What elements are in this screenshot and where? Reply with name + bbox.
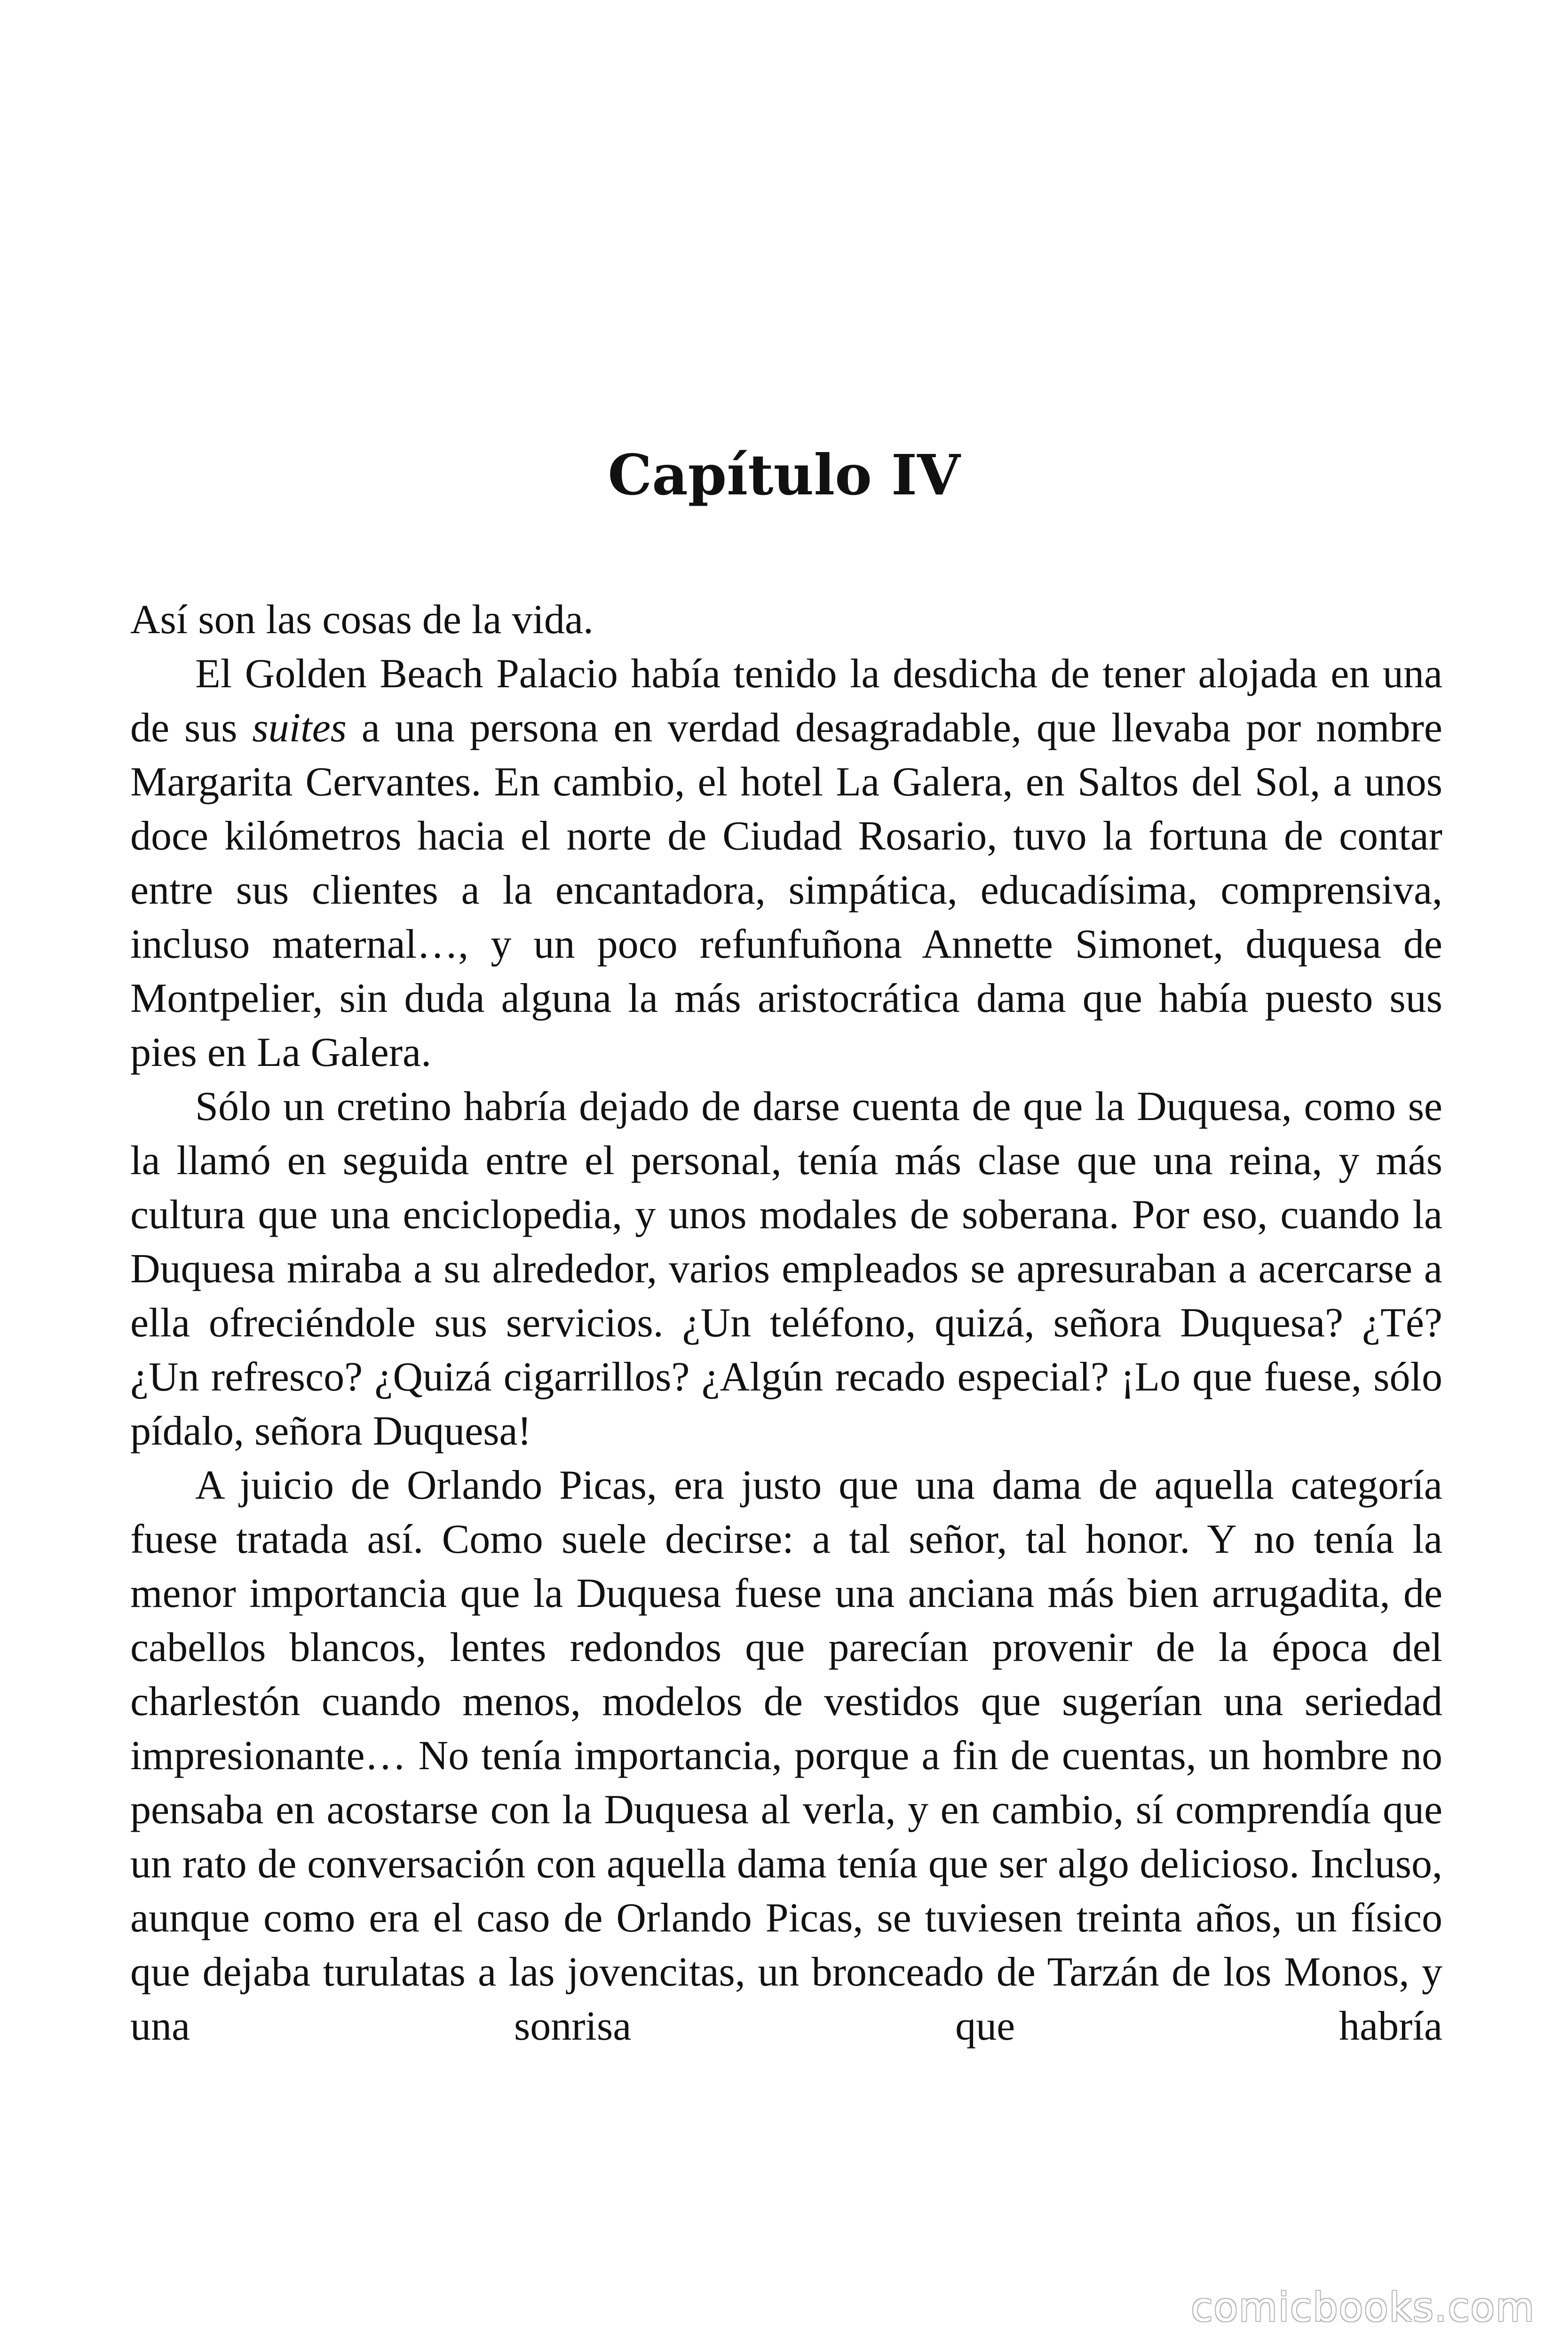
paragraph-3: Sólo un cretino habría dejado de darse cuenta de que la Duquesa, como se la llamó en seguida entre el personal, tenía más clase que una reina, y más cultura que una enciclopedia, y unos modales de soberana. Por eso, cuando la Duquesa miraba a su alrededor, varios empleados se apresuraban a acercarse a ella ofreciéndole sus servicios. ¿Un teléfono, quizá, señora Duquesa? ¿Té? ¿Un refresco? ¿Quizá cigarrillos? ¿Algún recado especial? ¡Lo que fuese, sólo pídalo, señora Duquesa!	[130, 1084, 1442, 1454]
paragraph-2-start: El Golden Beach Palacio había tenido la desdicha de tener alojada en una de sus	[130, 651, 1442, 751]
italic-word-suites: suites	[252, 705, 347, 751]
paragraph-1: Así son las cosas de la vida.	[130, 597, 594, 643]
paragraph-2-end: a una persona en verdad desagradable, que llevaba por nombre Margarita Cervantes. En cambio, el hotel La Galera, en Saltos del Sol, a unos doce kilómetros hacia el norte de Ciudad Rosario, tuvo la fortuna de contar entre sus clientes a la encantadora, simpática, educadísima, comprensiva, incluso maternal…, y un poco refunfuñona Annette Simonet, duquesa de Montpelier, sin duda alguna la más aristocrática dama que había puesto sus pies en La Galera.	[130, 705, 1442, 1075]
chapter-title: Capítulo IV	[608, 442, 960, 508]
paragraph-2	[130, 647, 1442, 1080]
paragraph-4: A juicio de Orlando Picas, era justo que una dama de aquella categoría fuese tratada así. Como suele decirse: a tal señor, tal honor. Y no tenía la menor importancia que la Duquesa fuese una anciana más bien arrugadita, de cabellos blancos, lentes redondos que parecían provenir de la época del charlestón cuando menos, modelos de vestidos que sugerían una seriedad impresionante… No tenía importancia, porque a fin de cuentas, un hombre no pensaba en acostarse con la Duquesa al verla, y en cambio, sí comprendía que un rato de conversación con aquella dama tenía que ser algo delicioso. Incluso, aunque como era el caso de Orlando Picas, se tuviesen treinta años, un físico que dejaba turulatas a las jovencitas, un bronceado de Tarzán de los Monos, y una sonrisa que habría	[130, 1462, 1442, 2049]
chapter-body	[130, 593, 1442, 2053]
watermark-logo: comicbooks.com	[1191, 2284, 1535, 2330]
